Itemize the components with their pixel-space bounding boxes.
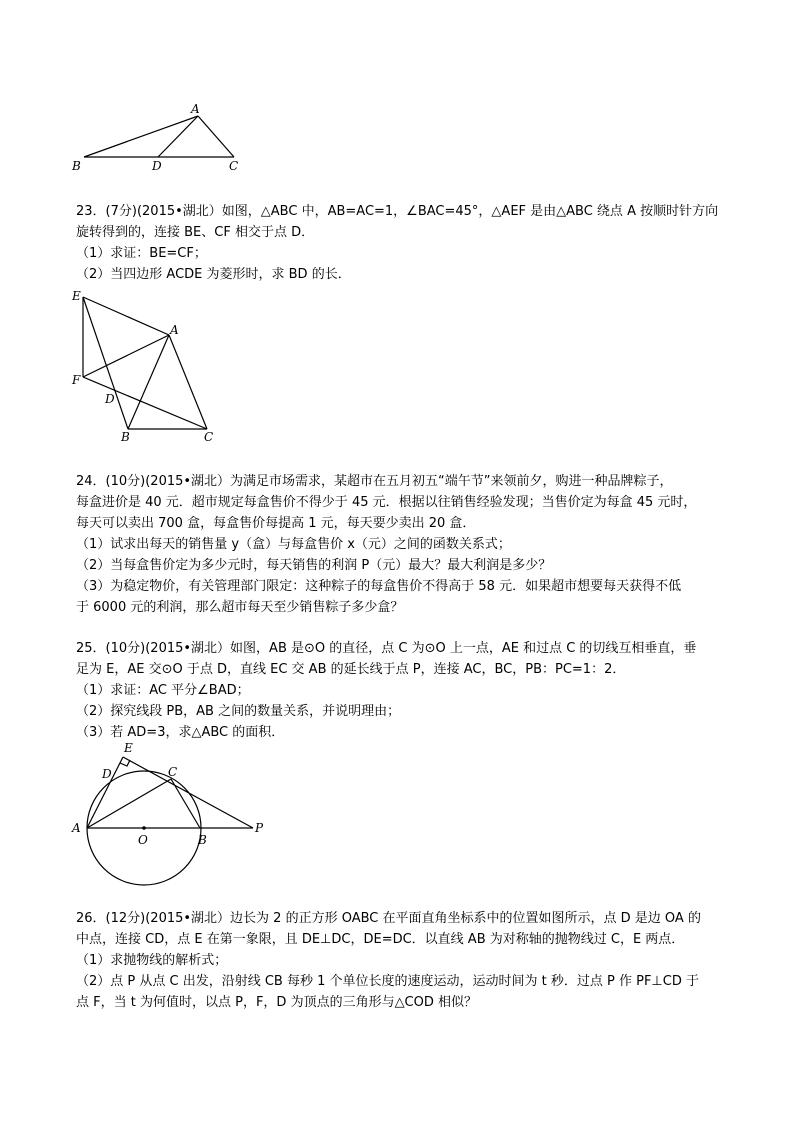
q24-line-1: 24．(10分)(2015•湖北）为满足市场需求，某超市在五月初五“端午节”来领前夕，购进一种品牌粽子， [76, 474, 673, 489]
fig25-label-B: B [198, 833, 207, 847]
fig23-label-A: A [170, 323, 179, 337]
fig23-label-D: D [105, 392, 115, 406]
q26-line-1: 26．(12分)(2015•湖北）边长为 2 的正方形 OABC 在平面直角坐标系中的位置如图所示，点 D 是边 OA 的 [76, 911, 701, 926]
fig22-label-B: B [72, 159, 81, 173]
q24-line-7: 于 6000 元的利润，那么超市每天至少销售粽子多少盒？ [76, 600, 404, 615]
q24-line-4: （1）试求出每天的销售量 y（盒）与每盒售价 x（元）之间的函数关系式； [76, 537, 511, 552]
q23-line-2: 旋转得到的，连接 BE、CF 相交于点 D． [76, 225, 315, 240]
fig22-lines [84, 116, 234, 157]
q25-line-1: 25．(10分)(2015•湖北）如图，AB 是⊙O 的直径，点 C 为⊙O 上一点，AE 和过点 C 的切线互相垂直，垂 [76, 641, 697, 656]
q24-line-6: （3）为稳定物价，有关管理部门限定：这种粽子的每盒售价不得高于 58 元．如果超市想要每天获得不低 [76, 579, 682, 594]
fig25-circle [87, 771, 201, 885]
fig25-label-P: P [255, 821, 264, 835]
fig23-label-C: C [204, 430, 214, 444]
q26-line-2: 中点，连接 CD，点 E 在第一象限，且 DE⊥DC，DE=DC．以直线 AB 为对称轴的抛物线过 C，E 两点． [76, 932, 685, 947]
fig23-label-B: B [121, 430, 130, 444]
fig23-label-E: E [72, 289, 81, 303]
q24-line-2: 每盒进价是 40 元．超市规定每盒售价不得少于 45 元．根据以往销售经验发现；当售价定为每盒 45 元时， [76, 495, 697, 510]
fig25-lines [87, 757, 253, 885]
fig22-label-A: A [191, 102, 200, 116]
q24-line-5: （2）当每盒售价定为多少元时，每天销售的利润 P（元）最大？最大利润是多少？ [76, 558, 552, 573]
fig25-label-O: O [138, 833, 148, 847]
q25-line-5: （3）若 AD=3，求△ABC 的面积． [76, 725, 285, 740]
q25-line-2: 足为 E，AE 交⊙O 于点 D，直线 EC 交 AB 的延长线于点 P，连接 AC，BC，PB：PC=1：2． [76, 662, 626, 677]
q26-line-4: （2）点 P 从点 C 出发，沿射线 CB 每秒 1 个单位长度的速度运动，运动时间为 t 秒．过点 P 作 PF⊥CD 于 [76, 974, 699, 989]
q25-line-4: （2）探究线段 PB，AB 之间的数量关系，并说明理由； [76, 704, 401, 719]
q23-line-1: 23．(7分)(2015•湖北）如图，△ABC 中，AB=AC=1，∠BAC=45°，△AEF 是由△ABC 绕点 A 按顺时针方向 [76, 204, 719, 219]
fig23-lines [83, 297, 207, 429]
fig25-label-A: A [72, 821, 81, 835]
fig25-label-E: E [124, 741, 133, 755]
q26-line-5: 点 F，当 t 为何值时，以点 P，F，D 为顶点的三角形与△COD 相似？ [76, 995, 478, 1010]
q24-line-3: 每天可以卖出 700 盒，每盒售价每提高 1 元，每天要少卖出 20 盒． [76, 516, 476, 531]
fig25-label-D: D [102, 767, 112, 781]
q23-line-3: （1）求证：BE=CF； [76, 246, 207, 261]
q26-line-3: （1）求抛物线的解析式； [76, 953, 228, 968]
fig25-label-C: C [168, 765, 178, 779]
q23-line-4: （2）当四边形 ACDE 为菱形时，求 BD 的长． [76, 267, 351, 282]
fig25-center-dot [142, 826, 146, 830]
fig23-label-F: F [72, 373, 81, 387]
fig22-label-C: C [229, 159, 239, 173]
q25-line-3: （1）求证：AC 平分∠BAD； [76, 683, 250, 698]
fig22-label-D: D [152, 159, 162, 173]
